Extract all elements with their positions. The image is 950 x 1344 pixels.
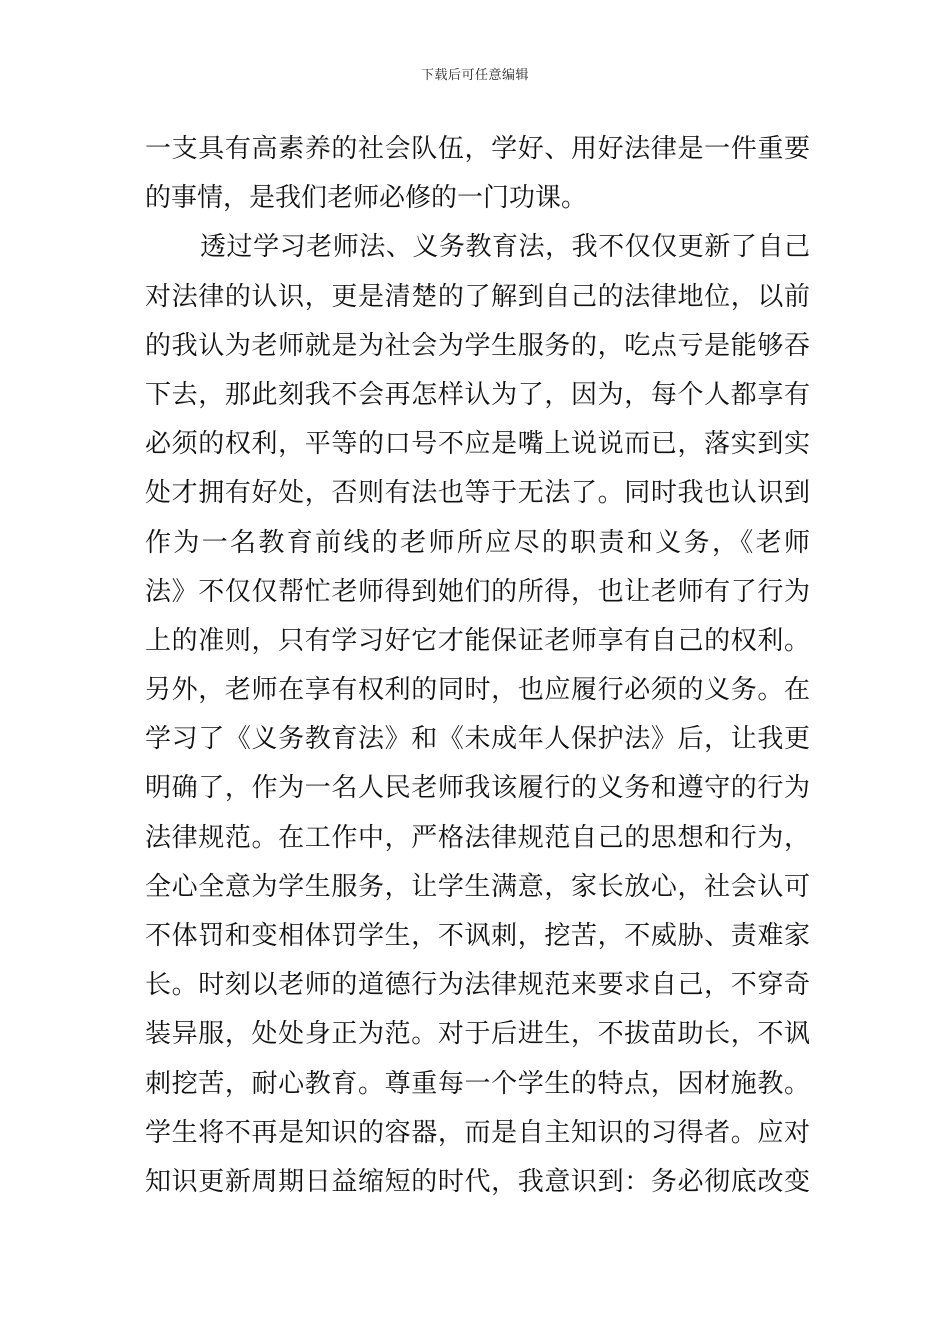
text-line: 法》不仅仅帮忙老师得到她们的所得，也让老师有了行为 <box>145 576 810 607</box>
text-line: 法律规范。在工作中，严格法律规范自己的思想和行为， <box>145 822 810 853</box>
text-line: 作为一名教育前线的老师所应尽的职责和义务，《老师 <box>145 527 810 558</box>
text-line: 的我认为老师就是为社会为学生服务的，吃点亏是能够吞 <box>145 330 810 361</box>
text-line: 必须的权利，平等的口号不应是嘴上说说而已，落实到实 <box>145 429 810 460</box>
text-line: 不体罚和变相体罚学生，不讽刺，挖苦，不威胁、责难家 <box>145 921 810 951</box>
text-line: 的事情，是我们老师必修的一门功课。 <box>145 183 588 214</box>
text-line: 另外，老师在享有权利的同时，也应履行必须的义务。在 <box>145 675 810 706</box>
text-line: 上的准则，只有学习好它才能保证老师享有自己的权利。 <box>145 625 810 656</box>
text-line: 长。时刻以老师的道德行为法律规范来要求自己，不穿奇 <box>145 970 810 1001</box>
page-header: 下载后可任意编辑 <box>420 68 529 83</box>
text-line: 对法律的认识，更是清楚的了解到自己的法律地位，以前 <box>145 281 810 312</box>
text-line: 透过学习老师法、义务教育法，我不仅仅更新了自己 <box>200 232 810 263</box>
text-line: 处才拥有好处，否则有法也等于无法了。同时我也认识到 <box>145 478 810 509</box>
text-line: 学习了《义务教育法》和《未成年人保护法》后，让我更 <box>145 724 810 755</box>
text-line: 装异服，处处身正为范。对于后进生，不拔苗助长，不讽 <box>145 1019 810 1050</box>
text-line: 明确了，作为一名人民老师我该履行的义务和遵守的行为 <box>145 773 810 804</box>
text-line: 下去，那此刻我不会再怎样认为了，因为，每个人都享有 <box>145 379 810 410</box>
text-line: 全心全意为学生服务，让学生满意，家长放心，社会认可 <box>145 871 810 902</box>
body-text <box>145 125 810 1207</box>
text-line: 学生将不再是知识的容器，而是自主知识的习得者。应对 <box>145 1117 810 1148</box>
text-line: 刺挖苦，耐心教育。尊重每一个学生的特点，因材施教。 <box>145 1068 810 1099</box>
text-line: 一支具有高素养的社会队伍，学好、用好法律是一件重要 <box>145 134 810 164</box>
text-line: 知识更新周期日益缩短的时代，我意识到：务必彻底改变 <box>145 1166 810 1197</box>
